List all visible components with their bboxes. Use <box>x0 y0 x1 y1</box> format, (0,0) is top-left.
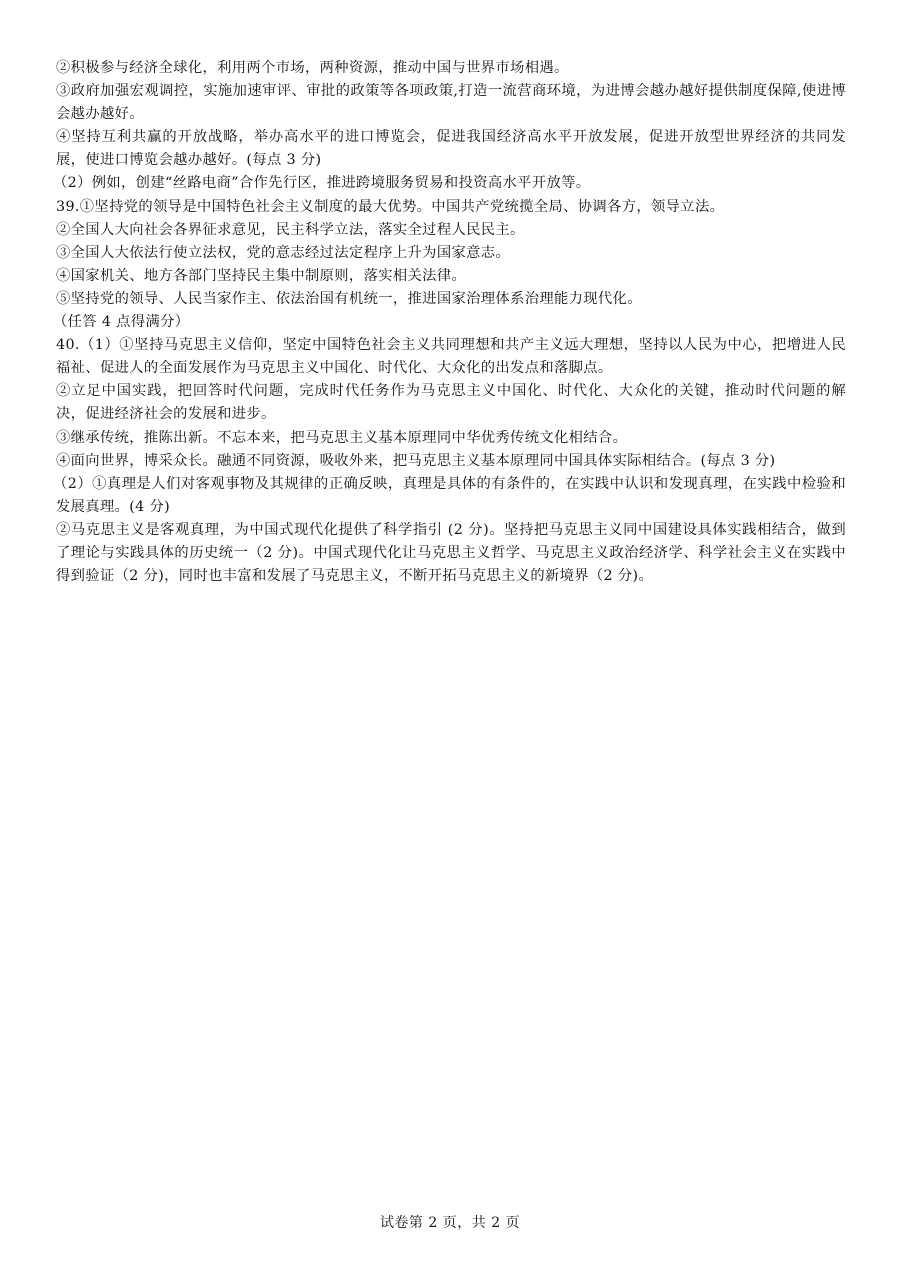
answer-paragraph: ②立足中国实践，把回答时代问题，完成时代任务作为马克思主义中国化、时代化、大众化的关键，推动时代问题的解决，促进经济社会的发展和进步。 <box>56 383 846 423</box>
answer-key-body <box>53 57 846 588</box>
answer-paragraph: （2）例如，创建“丝路电商”合作先行区，推进跨境服务贸易和投资高水平开放等。 <box>53 175 591 192</box>
page-footer: 试卷第 2 页，共 2 页 <box>379 1215 521 1231</box>
question-39-answer: 39.①坚持党的领导是中国特色社会主义制度的最大优势。中国共产党统揽全局、协调各方，领导立法。 <box>56 198 725 215</box>
answer-paragraph: ②马克思主义是客观真理，为中国式现代化提供了科学指引 (2 分)。坚持把马克思主义同中国建设具体实践相结合，做到了理论与实践具体的历史统一（2 分)。中国式现代化让马克思主义哲学、马克思主义政治经济学、科学社会主义在实践中得到验证（2 分)，同时也丰富和发展了马克思主义，不断开拓马克思主义的新境界（2 分)。 <box>56 521 846 585</box>
answer-paragraph: ⑤坚持党的领导、人民当家作主、依法治国有机统一，推进国家治理体系治理能力现代化。 <box>56 290 642 307</box>
answer-paragraph: ④面向世界，博采众长。融通不同资源，吸收外来，把马克思主义基本原理同中国具体实际相结合。(每点 3 分) <box>56 452 776 469</box>
answer-paragraph: ④坚持互利共赢的开放战略，举办高水平的进口博览会，促进我国经济高水平开放发展，促进开放型世界经济的共同发展，使进口博览会越办越好。(每点 3 分) <box>56 129 846 169</box>
answer-paragraph: ②积极参与经济全球化，利用两个市场，两种资源，推动中国与世界市场相遇。 <box>56 60 569 76</box>
answer-paragraph: （2）①真理是人们对客观事物及其规律的正确反映，真理是具体的有条件的，在实践中认识和发现真理，在实践中检验和发展真理。(4 分) <box>53 475 846 515</box>
question-40-answer: 40.（1）①坚持马克思主义信仰，坚定中国特色社会主义共同理想和共产主义远大理想，坚持以人民为中心，把增进人民福祉、促进人的全面发展作为马克思主义中国化、时代化、大众化的出发点和落脚点。 <box>56 337 846 377</box>
answer-paragraph: ②全国人大向社会各界征求意见，民主科学立法，落实全过程人民民主。 <box>56 221 525 238</box>
answer-paragraph: ④国家机关、地方各部门坚持民主集中制原则，落实相关法律。 <box>56 267 467 284</box>
scoring-note: （任答 4 点得满分） <box>53 314 190 331</box>
answer-paragraph: ③政府加强宏观调控，实施加速审评、审批的政策等各项政策,打造一流营商环境，为进博会越办越好提供制度保障,使进博会越办越好。 <box>56 83 846 123</box>
answer-paragraph: ③继承传统，推陈出新。不忘本来，把马克思主义基本原理同中华优秀传统文化相结合。 <box>56 429 628 446</box>
answer-paragraph: ③全国人大依法行使立法权，党的意志经过法定程序上升为国家意志。 <box>56 244 511 261</box>
